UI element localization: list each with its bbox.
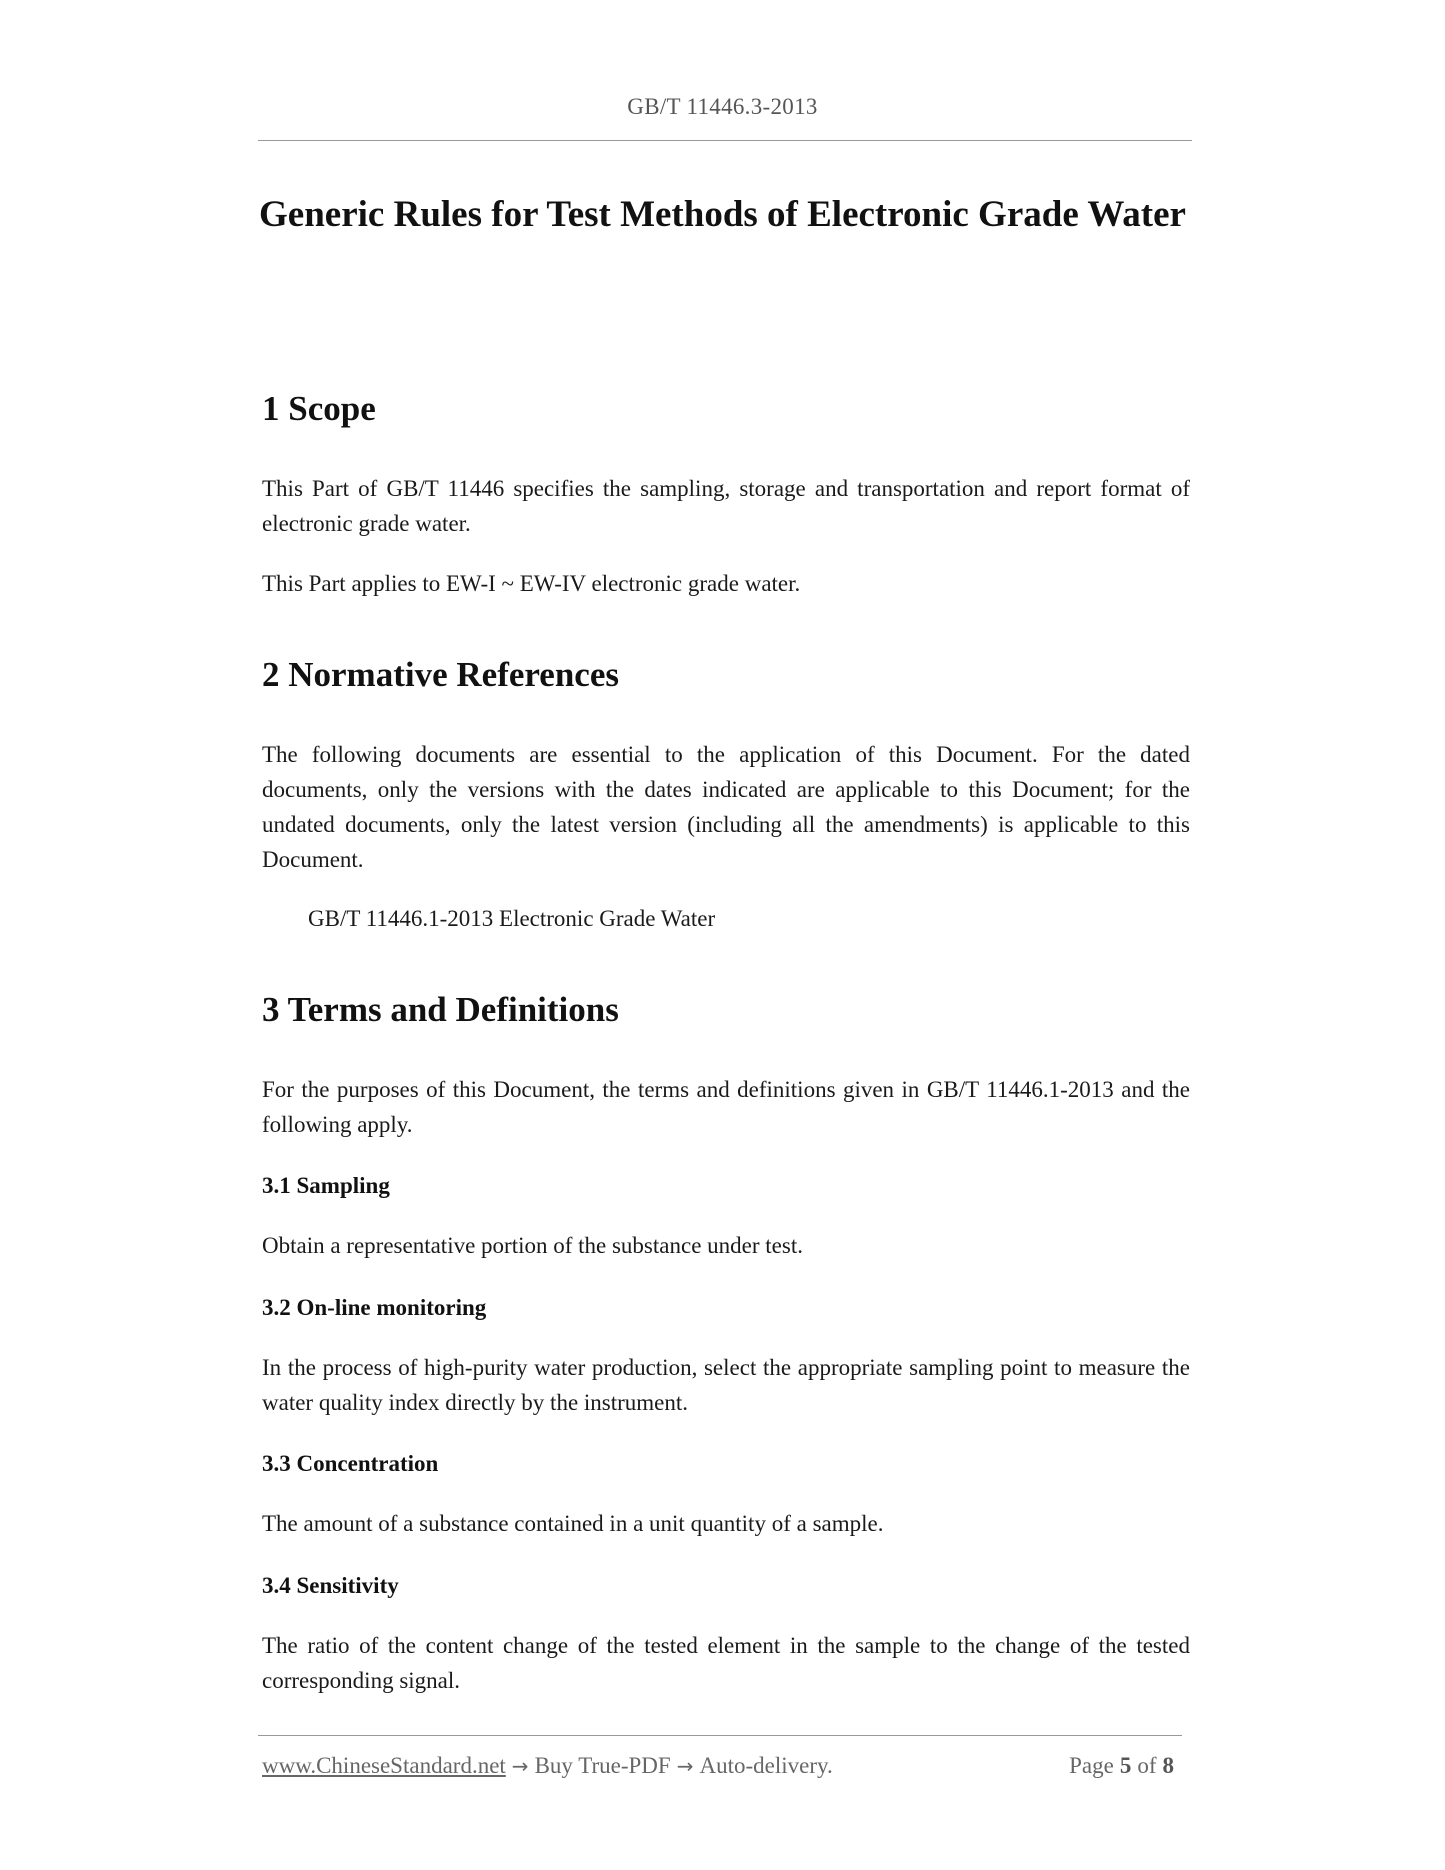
section-heading-terms-and-definitions: 3 Terms and Definitions: [262, 990, 619, 1029]
term-definition-on-line-monitoring: In the process of high-purity water production, select the appropriate sampling point to measure the water quality index directly by the instrument.: [262, 1355, 1190, 1415]
page-footer: [262, 1753, 1182, 1787]
term-heading-concentration: 3.3 Concentration: [262, 1451, 439, 1476]
site-link[interactable]: www.ChineseStandard.net: [262, 1753, 506, 1778]
page-current: 5: [1119, 1753, 1132, 1778]
footer-promo: [262, 1753, 833, 1779]
arrow-right-icon: →: [676, 1754, 694, 1778]
page-counter: [1069, 1753, 1180, 1779]
of-label: of: [1137, 1753, 1157, 1778]
running-header: GB/T 11446.3-2013: [627, 94, 818, 119]
term-definition-sensitivity: The ratio of the content change of the tested element in the sample to the change of the tested corresponding signal.: [262, 1633, 1190, 1693]
section-heading-normative-references: 2 Normative References: [262, 655, 619, 694]
footer-divider: [258, 1735, 1182, 1736]
terms-intro: For the purposes of this Document, the terms and definitions given in GB/T 11446.1-2013 and the following apply.: [262, 1077, 1190, 1137]
term-definition-sampling: Obtain a representative portion of the substance under test.: [262, 1233, 803, 1258]
term-heading-sampling: 3.1 Sampling: [262, 1173, 390, 1198]
reference-item: GB/T 11446.1-2013 Electronic Grade Water: [308, 906, 716, 931]
arrow-right-icon: →: [511, 1754, 529, 1778]
normative-references-intro: The following documents are essential to the application of this Document. For the dated documents, only the versions with the dates indicated are applicable to this Document; for the undated documents, only the latest version (including all the amendments) is applicable to this Document.: [262, 742, 1190, 872]
section-heading-scope: 1 Scope: [262, 389, 376, 428]
document-title: Generic Rules for Test Methods of Electronic Grade Water: [259, 194, 1186, 235]
scope-paragraph: This Part applies to EW-I ~ EW-IV electronic grade water.: [262, 571, 801, 596]
term-heading-on-line-monitoring: 3.2 On-line monitoring: [262, 1295, 487, 1320]
term-heading-sensitivity: 3.4 Sensitivity: [262, 1573, 399, 1598]
page-total: 8: [1162, 1753, 1174, 1778]
term-definition-concentration: The amount of a substance contained in a unit quantity of a sample.: [262, 1511, 884, 1536]
buy-text: Buy True-PDF: [534, 1753, 671, 1778]
page-label: Page: [1069, 1753, 1114, 1778]
scope-paragraph: This Part of GB/T 11446 specifies the sampling, storage and transportation and report format of electronic grade water.: [262, 476, 1190, 536]
header-divider: [258, 140, 1192, 141]
delivery-text: Auto-delivery.: [699, 1753, 833, 1778]
